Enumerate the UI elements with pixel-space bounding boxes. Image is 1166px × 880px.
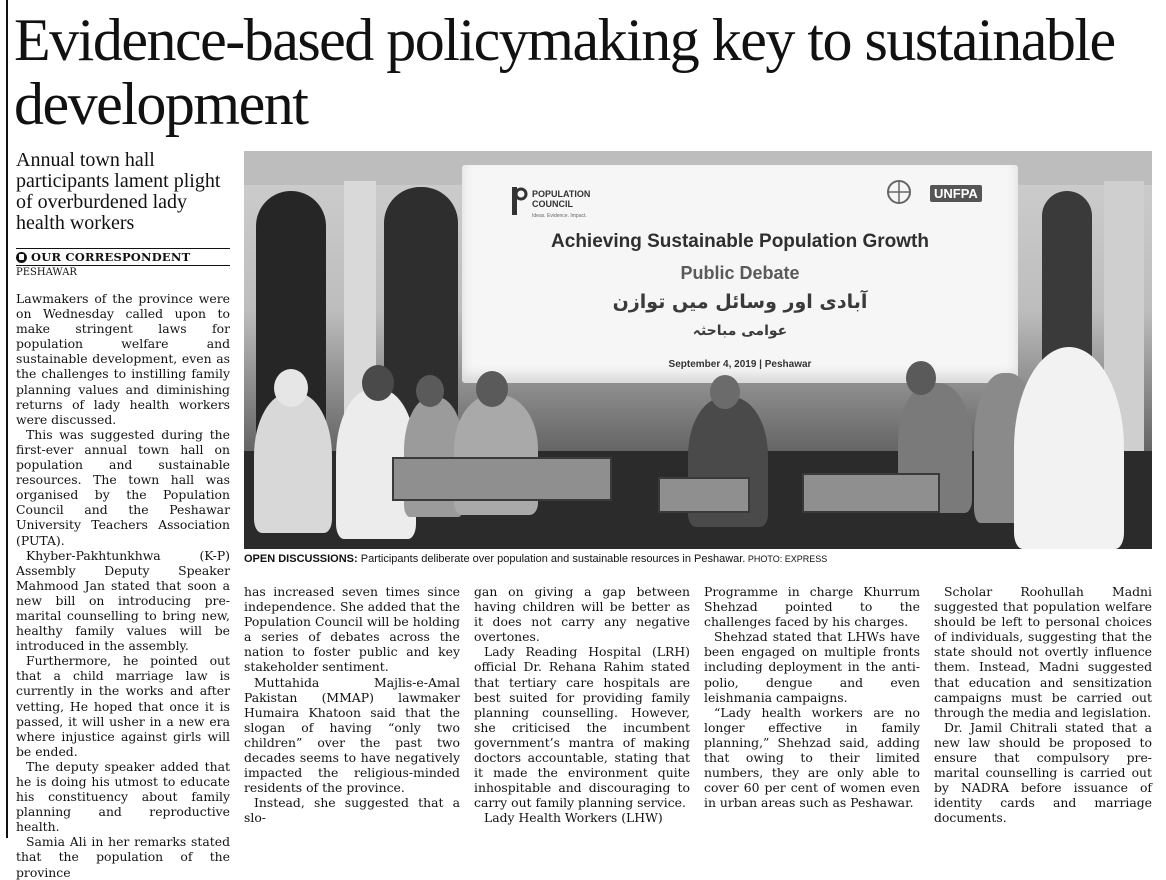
deck-subheadline: Annual town hall participants lament plight of overburdened lady health workers [16,149,221,234]
population-council-logo-icon [512,187,526,215]
event-banner [462,165,1018,383]
byline-text: OUR CORRESPONDENT [31,250,191,264]
paragraph: has increased seven times since independence. She added that the Population Council will be holding a series of debates across the nation to foster public and key stakeholder sentiment. [244,584,460,675]
paragraph: Muttahida Majlis-e-Amal Pakistan (MMAP) lawmaker Humaira Khatoon said that the slogan of having “only two children” over the past two decades seems to have negatively impacted the religious-minded residents of the province. [244,674,460,796]
banner-org-tagline: Ideas. Evidence. Impact. [532,213,587,219]
paragraph: The deputy speaker added that he is doing his utmost to educate his constituency about family planning and reproductive health. [16,758,230,835]
article-column-4 [704,584,920,838]
dateline: PESHAWAR [16,267,77,278]
banner-partner: UNFPA [930,185,982,202]
banner-subtitle: Public Debate [680,263,800,283]
moderator-head [710,375,740,409]
panelist-head [476,371,508,407]
paragraph: Samia Ali in her remarks stated that the population of the province [16,834,230,880]
headline: Evidence-based policymaking key to sustainable development [14,7,1115,137]
paragraph: Lady Reading Hospital (LRH) official Dr. Rehana Rahim stated that tertiary care hospitals are best suited for providing family planning counselling. However, she criticised the incumbent government’s mantra of making doctors accountable, stating that it made the environment quite inhospitable and discouraging to carry out family planning service. [474,644,690,811]
article-column-3 [474,584,690,838]
paragraph: Lawmakers of the province were on Wednesday called upon to make stringent laws for population welfare and sustainable development, even as the challenges to instilling family planning values and diminishing returns of lady health workers were discussed. [16,291,230,427]
paragraph: gan on giving a gap between having children will be better as it does not carry any negative overtones. [474,584,690,645]
left-margin-rule [6,0,8,838]
article-column-2 [244,584,460,838]
banner-urdu-title: آبادی اور وسائل میں توازن [612,291,868,313]
paragraph: Lady Health Workers (LHW) [484,810,663,826]
byline [16,250,230,264]
paragraph: This was suggested during the first-ever annual town hall on population and sustainable resources. The town hall was organised by the Population Council and the Peshawar University Teachers Association (PUTA). [16,426,230,548]
moderator-table [658,477,750,513]
panel-table [392,457,612,501]
panelist-head [362,365,394,401]
byline-bottom-rule [16,265,230,266]
article-column-5 [934,584,1152,838]
paragraph: “Lady health workers are no longer effective in family planning,” Shehzad said, adding that owing to their limited numbers, they are only able to cover 60 per cent of women even in urban areas such as Peshawar. [704,704,920,811]
correspondent-icon [16,252,27,263]
panel-table [802,473,940,513]
paragraph: Instead, she suggested that a slo- [244,795,460,826]
photo-credit: PHOTO: EXPRESS [745,554,828,564]
photo-caption [244,553,1152,565]
un-emblem-icon [882,179,916,205]
paragraph: Programme in charge Khurrum Shehzad pointed to the challenges faced by his charges. [704,584,920,630]
article-photo [244,151,1152,549]
byline-top-rule [16,248,230,249]
panelist [1014,347,1124,549]
paragraph: Scholar Roohullah Madni suggested that population welfare should be left to personal choices of individuals, suggesting that the state should not overtly influence them. Instead, Madni suggested that education and sensitization campaigns must be carried out through the media and legislation. [934,584,1152,720]
banner-org-name: POPULATION COUNCIL [532,189,591,209]
panelist [254,393,332,533]
paragraph: Khyber-Pakhtunkhwa (K-P) Assembly Deputy Speaker Mahmood Jan stated that soon a new bill on introducing pre-marital counselling to bring new, healthy family values will be introduced in the assembly. [16,547,230,654]
panelist-head [274,369,308,407]
banner-title: Achieving Sustainable Population Growth [551,231,929,252]
paragraph: Dr. Jamil Chitrali stated that a new law should be proposed to ensure that compulsory pre-marital counselling is carried out by NADRA before issuance of identity cards and marriage documents. [934,719,1152,826]
banner-date: September 4, 2019 | Peshawar [668,359,812,370]
panelist-head [416,375,444,407]
caption-label: OPEN DISCUSSIONS: [244,553,358,565]
panelist-head [906,361,936,395]
paragraph: Furthermore, he pointed out that a child marriage law is currently in the works and after vetting, He hoped that once it is passed, it will usher in a new era where injustice against girls will be ended. [16,653,230,759]
banner-urdu-subtitle: عوامی مباحثہ [692,323,788,339]
caption-text: Participants deliberate over population and sustainable resources in Peshawar. [357,553,746,565]
paragraph: Shehzad stated that LHWs have been engaged on multiple fronts including deployment in the anti-polio, dengue and even leishmania campaigns. [704,629,920,705]
article-column-1 [16,291,230,880]
